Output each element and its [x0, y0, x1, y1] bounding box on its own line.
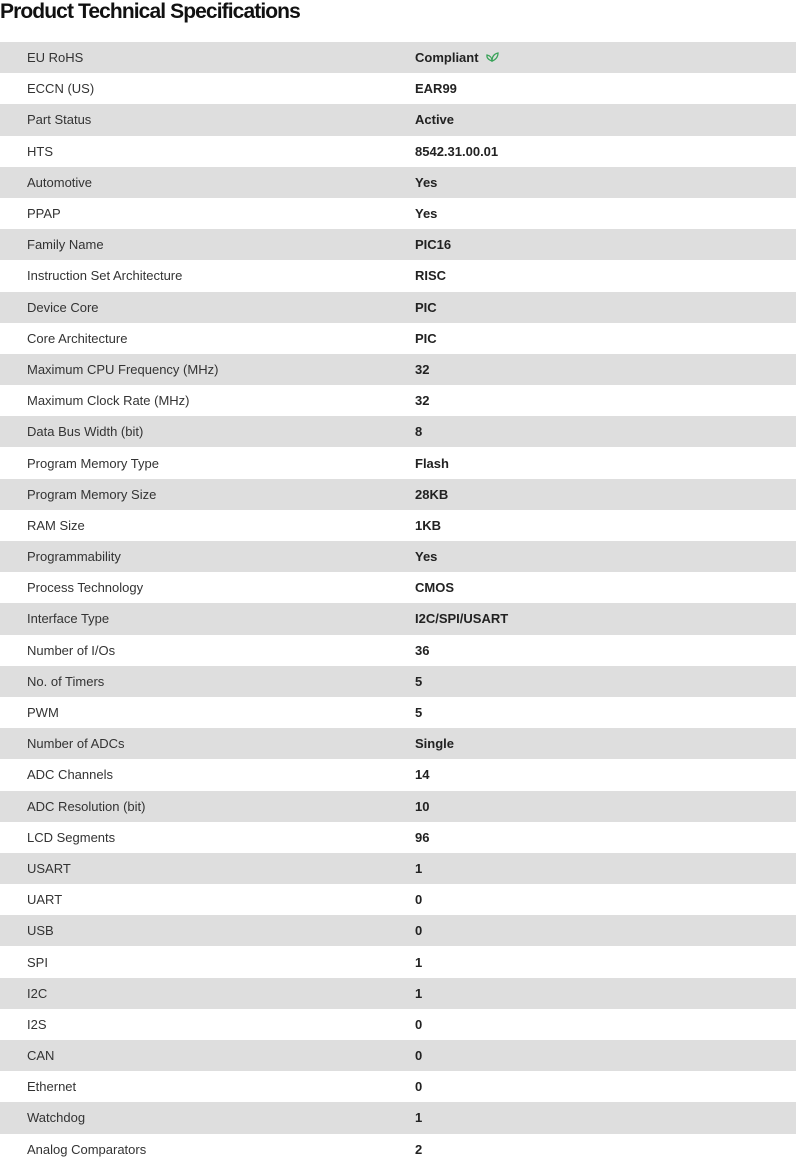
leaf-icon — [485, 50, 499, 65]
table-row — [0, 1134, 796, 1165]
spec-label: Program Memory Type — [27, 455, 159, 471]
spec-label: Process Technology — [27, 580, 144, 596]
table-row — [0, 728, 796, 759]
table-row — [0, 697, 796, 728]
spec-value-cell — [415, 884, 796, 915]
spec-label: Number of I/Os — [27, 642, 116, 658]
spec-label: ECCN (US) — [27, 81, 95, 97]
spec-label: Number of ADCs — [27, 736, 125, 752]
table-row — [0, 136, 796, 167]
spec-value: 32 — [415, 393, 430, 409]
table-row — [0, 104, 796, 135]
spec-value: 5 — [415, 673, 423, 689]
page-title: Product Technical Specifications — [0, 0, 300, 23]
spec-label: Ethernet — [27, 1079, 77, 1095]
spec-value-cell — [415, 1134, 796, 1165]
spec-value-cell — [415, 759, 796, 790]
spec-value: 32 — [415, 361, 430, 377]
table-row — [0, 791, 796, 822]
spec-label: Family Name — [27, 237, 104, 253]
table-row — [0, 73, 796, 104]
spec-value: EAR99 — [415, 81, 457, 97]
table-row — [0, 946, 796, 977]
table-row — [0, 822, 796, 853]
table-row — [0, 42, 796, 73]
spec-label: Automotive — [27, 174, 93, 190]
spec-label: HTS — [27, 143, 53, 159]
spec-value-cell — [415, 1071, 796, 1102]
spec-value-cell — [415, 915, 796, 946]
spec-label: EU RoHS — [27, 50, 84, 66]
spec-value: Compliant — [415, 50, 479, 66]
spec-label: CAN — [27, 1048, 55, 1064]
spec-value: 0 — [415, 1048, 423, 1064]
spec-value: 14 — [415, 767, 430, 783]
spec-value-cell — [415, 635, 796, 666]
spec-value-cell — [415, 354, 796, 385]
table-row — [0, 541, 796, 572]
spec-value: Single — [415, 736, 455, 752]
spec-value-cell — [415, 416, 796, 447]
spec-value: 8542.31.00.01 — [415, 143, 499, 159]
table-row — [0, 666, 796, 697]
spec-value: 36 — [415, 642, 430, 658]
spec-label: Program Memory Size — [27, 486, 157, 502]
table-row — [0, 447, 796, 478]
spec-value-cell — [415, 323, 796, 354]
spec-value: 0 — [415, 1079, 423, 1095]
spec-value-cell — [415, 1102, 796, 1133]
table-row — [0, 260, 796, 291]
spec-value: PIC — [415, 299, 437, 315]
spec-label: Maximum Clock Rate (MHz) — [27, 393, 190, 409]
spec-value-cell — [415, 292, 796, 323]
spec-value-cell — [415, 603, 796, 634]
spec-value: CMOS — [415, 580, 454, 596]
spec-label: Data Bus Width (bit) — [27, 424, 144, 440]
spec-value: 0 — [415, 1016, 423, 1032]
table-row — [0, 416, 796, 447]
spec-label: Instruction Set Architecture — [27, 268, 183, 284]
table-row — [0, 1071, 796, 1102]
spec-value-cell — [415, 978, 796, 1009]
spec-value-cell — [415, 666, 796, 697]
spec-value: Yes — [415, 174, 438, 190]
table-row — [0, 915, 796, 946]
spec-label: I2C — [27, 985, 48, 1001]
spec-value: 10 — [415, 798, 430, 814]
spec-value: 1 — [415, 985, 423, 1001]
table-row — [0, 884, 796, 915]
spec-label: USART — [27, 860, 71, 876]
spec-value-cell — [415, 697, 796, 728]
spec-value-cell — [415, 260, 796, 291]
table-row — [0, 198, 796, 229]
spec-value-cell — [415, 385, 796, 416]
table-row — [0, 603, 796, 634]
spec-value: 8 — [415, 424, 423, 440]
spec-value-cell — [415, 42, 796, 73]
spec-value-cell — [415, 541, 796, 572]
spec-value: 96 — [415, 829, 430, 845]
spec-value: 1KB — [415, 517, 442, 533]
spec-value: 1 — [415, 954, 423, 970]
spec-label: ADC Channels — [27, 767, 113, 783]
spec-label: PPAP — [27, 206, 61, 222]
spec-label: RAM Size — [27, 517, 85, 533]
spec-value: Yes — [415, 206, 438, 222]
spec-label: ADC Resolution (bit) — [27, 798, 146, 814]
table-row — [0, 479, 796, 510]
spec-label: Programmability — [27, 549, 121, 565]
spec-label: Core Architecture — [27, 330, 128, 346]
spec-label: USB — [27, 923, 54, 939]
spec-value: PIC16 — [415, 237, 452, 253]
table-row — [0, 1009, 796, 1040]
spec-label: Maximum CPU Frequency (MHz) — [27, 361, 219, 377]
spec-value: 0 — [415, 892, 423, 908]
spec-value-cell — [415, 510, 796, 541]
spec-label: LCD Segments — [27, 829, 116, 845]
spec-value: Active — [415, 112, 455, 128]
spec-value-cell — [415, 1040, 796, 1071]
spec-label: UART — [27, 892, 63, 908]
spec-value-cell — [415, 728, 796, 759]
spec-value: I2C/SPI/USART — [415, 611, 509, 627]
spec-label: I2S — [27, 1016, 47, 1032]
table-row — [0, 323, 796, 354]
spec-value: 1 — [415, 1110, 423, 1126]
spec-table-body — [0, 42, 796, 1165]
spec-value-cell — [415, 229, 796, 260]
spec-value-cell — [415, 104, 796, 135]
spec-value-cell — [415, 572, 796, 603]
spec-value-cell — [415, 791, 796, 822]
spec-value: 0 — [415, 923, 423, 939]
spec-value-cell — [415, 447, 796, 478]
spec-value: Flash — [415, 455, 449, 471]
spec-label: Part Status — [27, 112, 92, 128]
table-row — [0, 978, 796, 1009]
spec-value: Yes — [415, 549, 438, 565]
spec-value: 2 — [415, 1141, 423, 1157]
table-row — [0, 292, 796, 323]
spec-label: Interface Type — [27, 611, 110, 627]
table-row — [0, 635, 796, 666]
table-row — [0, 853, 796, 884]
spec-value-cell — [415, 479, 796, 510]
spec-value-cell — [415, 73, 796, 104]
spec-value: 5 — [415, 705, 423, 721]
spec-value: 28KB — [415, 486, 449, 502]
table-row — [0, 510, 796, 541]
spec-value-cell — [415, 1009, 796, 1040]
table-row — [0, 354, 796, 385]
spec-table — [0, 42, 796, 1165]
spec-label: No. of Timers — [27, 673, 105, 689]
spec-value: RISC — [415, 268, 447, 284]
table-row — [0, 167, 796, 198]
table-row — [0, 1102, 796, 1133]
spec-label: PWM — [27, 705, 59, 721]
spec-value-cell — [415, 198, 796, 229]
table-row — [0, 572, 796, 603]
table-row — [0, 385, 796, 416]
spec-label: Watchdog — [27, 1110, 86, 1126]
spec-label: Analog Comparators — [27, 1141, 147, 1157]
table-row — [0, 229, 796, 260]
spec-value: 1 — [415, 860, 423, 876]
spec-label: SPI — [27, 954, 48, 970]
table-row — [0, 759, 796, 790]
table-row — [0, 1040, 796, 1071]
spec-value-cell — [415, 822, 796, 853]
spec-label: Device Core — [27, 299, 99, 315]
spec-value-cell — [415, 136, 796, 167]
spec-value-cell — [415, 167, 796, 198]
spec-value-cell — [415, 853, 796, 884]
spec-value-cell — [415, 946, 796, 977]
spec-value: PIC — [415, 330, 437, 346]
